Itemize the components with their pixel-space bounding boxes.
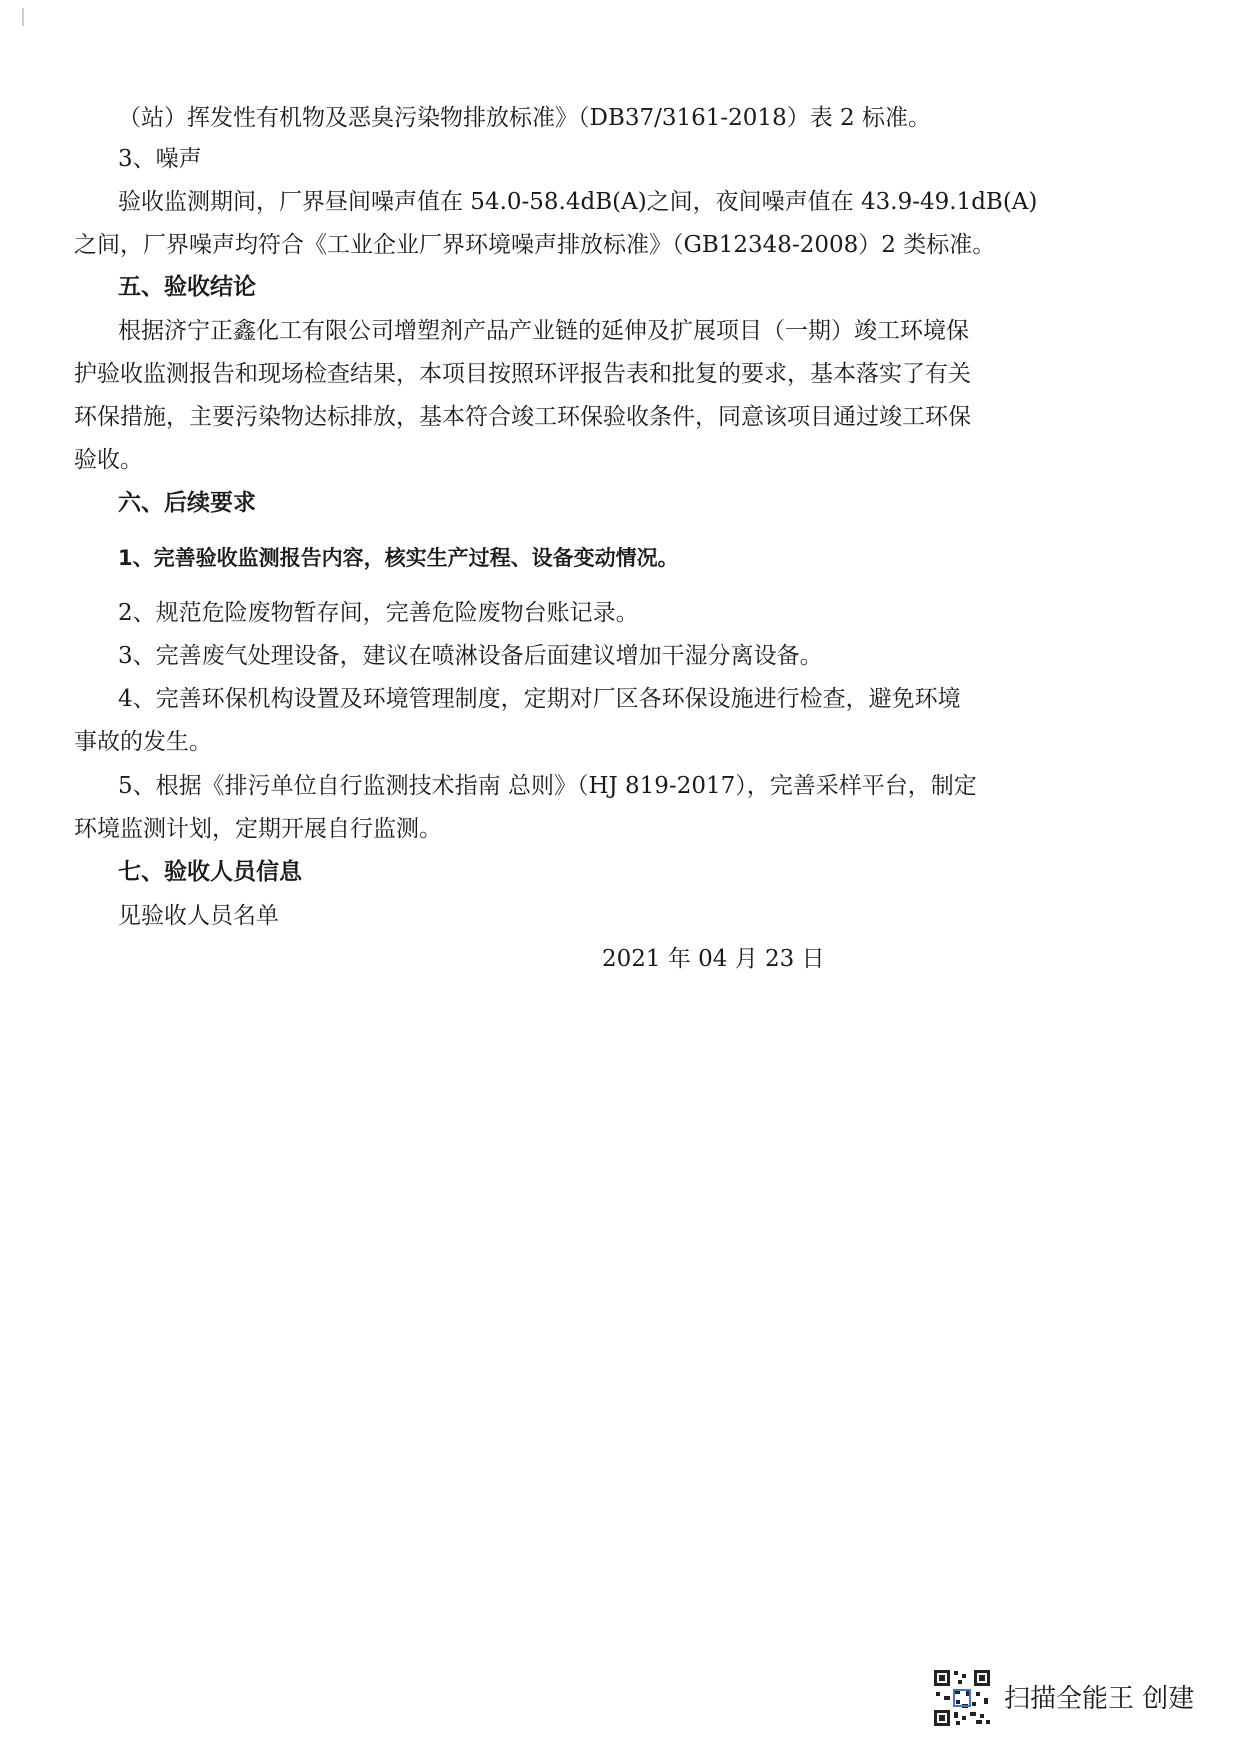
scan-edge-mark [22, 8, 24, 26]
text-line: 验收。 [74, 447, 143, 473]
list-item: 2、规范危险废物暂存间，完善危险废物台账记录。 [118, 600, 639, 626]
qr-code-icon [932, 1668, 992, 1728]
section-heading: 六、后续要求 [118, 490, 256, 516]
text-line: 见验收人员名单 [118, 903, 279, 929]
watermark-text: 扫描全能王 创建 [1004, 1684, 1195, 1714]
text-line: （站）挥发性有机物及恶臭污染物排放标准》（DB37/3161-2018）表 2 标准。 [118, 105, 931, 131]
scanner-watermark [932, 1668, 1212, 1728]
text-line: 验收监测期间，厂界昼间噪声值在 54.0-58.4dB(A)之间，夜间噪声值在 43.9-49.1dB(A) [118, 189, 1038, 215]
text-line: 之间，厂界噪声均符合《工业企业厂界环境噪声排放标准》（GB12348-2008）2 类标准。 [74, 232, 996, 258]
list-item: 1、完善验收监测报告内容，核实生产过程、设备变动情况。 [118, 546, 679, 570]
section-heading: 五、验收结论 [118, 274, 256, 300]
list-item: 4、完善环保机构设置及环境管理制度，定期对厂区各环保设施进行检查，避免环境 [118, 686, 961, 712]
section-heading: 七、验收人员信息 [118, 859, 302, 885]
text-line: 环保措施，主要污染物达标排放，基本符合竣工环保验收条件，同意该项目通过竣工环保 [74, 404, 971, 430]
list-item: 5、根据《排污单位自行监测技术指南 总则》（HJ 819-2017），完善采样平台，制定 [118, 773, 977, 799]
text-line: 根据济宁正鑫化工有限公司增塑剂产品产业链的延伸及扩展项目（一期）竣工环境保 [118, 318, 969, 344]
document-date: 2021 年 04 月 23 日 [602, 946, 825, 972]
text-line: 护验收监测报告和现场检查结果，本项目按照环评报告表和批复的要求，基本落实了有关 [74, 361, 971, 387]
list-item: 3、完善废气处理设备，建议在喷淋设备后面建议增加干湿分离设备。 [118, 643, 823, 669]
subsection-heading: 3、噪声 [118, 146, 202, 172]
text-line: 环境监测计划，定期开展自行监测。 [74, 816, 442, 842]
text-line: 事故的发生。 [74, 729, 212, 755]
